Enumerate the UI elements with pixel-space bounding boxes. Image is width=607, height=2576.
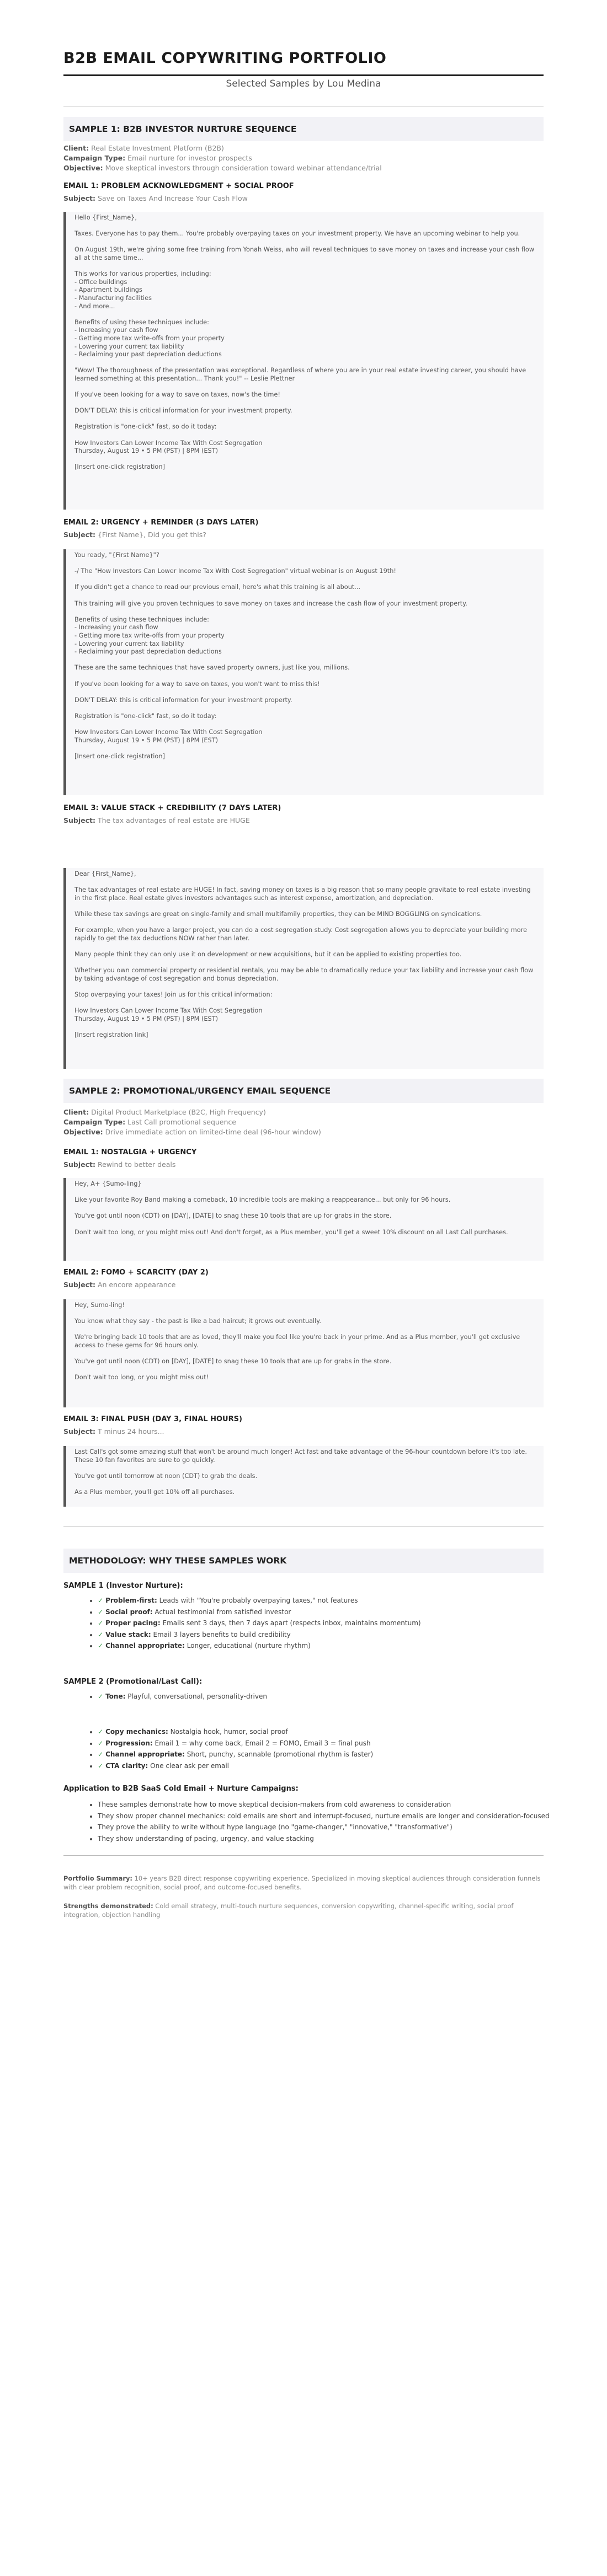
email-body — [63, 1178, 544, 1261]
email-paragraph: As a Plus member, you'll get 10% off all purchases. — [74, 1488, 235, 1496]
method-item — [98, 1726, 572, 1738]
sample1-method-list — [63, 1595, 572, 1652]
method-item-text: Nostalgia hook, humor, social proof — [170, 1728, 288, 1736]
method-item-label: Value stack: — [105, 1630, 151, 1638]
email-paragraph: Registration is "one-click" fast, so do it today: — [74, 423, 217, 431]
summary-text: 10+ years B2B direct response copywriting experience. Specialized in moving skeptical audiences through consideration funnels with clear problem recognition, social proof, and outcome-focused benefits. — [63, 1875, 541, 1891]
email-paragraph: This works for various properties, including: - Office buildings - Apartment buildings - Manufacturing facilities - And more... — [74, 270, 211, 310]
strengths-demonstrated — [63, 1902, 544, 1919]
email-paragraph: This training will give you proven techniques to save money on taxes and increase the cash flow of your investment property. — [74, 599, 467, 607]
email-paragraph: Dear {First_Name}, — [74, 870, 136, 877]
subject-label: Subject: — [63, 531, 95, 539]
check-icon: ✓ — [98, 1630, 104, 1638]
email-paragraph: -/ The "How Investors Can Lower Income Tax With Cost Segregation" virtual webinar is on August 19th! — [74, 567, 396, 575]
check-icon: ✓ — [98, 1761, 104, 1770]
method-item-label: Copy mechanics: — [105, 1728, 168, 1736]
method-item — [98, 1760, 572, 1772]
email-paragraph: How Investors Can Lower Income Tax With Cost Segregation Thursday, August 19 • 5 PM (PST) | 8PM (EST) — [74, 1007, 263, 1022]
method-item-text: Email 1 = why come back, Email 2 = FOMO, Email 3 = final push — [155, 1739, 371, 1747]
email-paragraph: Taxes. Everyone has to pay them... You're probably overpaying taxes on your investment property. We have an upcoming webinar to help you. — [74, 230, 520, 238]
summary-label: Portfolio Summary: — [63, 1875, 132, 1882]
sample2-heading: SAMPLE 2: PROMOTIONAL/URGENCY EMAIL SEQUENCE — [63, 1079, 544, 1103]
subject-value: Save on Taxes And Increase Your Cash Flow — [97, 194, 248, 202]
method-item-label: Problem-first: — [105, 1597, 157, 1604]
email-heading: EMAIL 1: PROBLEM ACKNOWLEDGMENT + SOCIAL PROOF — [63, 182, 294, 190]
application-item: • They show understanding of pacing, urgency, and value stacking — [98, 1833, 572, 1845]
subject-label: Subject: — [63, 1281, 95, 1289]
email-paragraph: We're bringing back 10 tools that are as loved, they'll make you feel like you're back in your prime. And as a Plus member, you'll get exclusive access to these gems for 96 hours only. — [74, 1333, 520, 1349]
application-item: • They show proper channel mechanics: cold emails are short and interrupt-focused, nurture emails are longer and consideration-focused — [98, 1811, 572, 1822]
method-item-text: Playful, conversational, personality-driven — [127, 1693, 267, 1700]
email-paragraph: The tax advantages of real estate are HUGE! In fact, saving money on taxes is a big reason that so many people gravitate to real estate investing in the first place. Real estate gives investors advantages such as interest expense, amortization, and depreciation. — [74, 886, 531, 902]
method-item — [98, 1606, 572, 1618]
email-paragraph: How Investors Can Lower Income Tax With Cost Segregation Thursday, August 19 • 5 PM (PST) | 8PM (EST) — [74, 439, 263, 455]
email-paragraph: Like your favorite Roy Band making a comeback, 10 incredible tools are making a reappearance... but only for 96 hours. — [74, 1196, 451, 1204]
email-paragraph: Don't wait too long, or you might miss out! And don't forget, as a Plus member, you'll get a sweet 10% discount on all Last Call purchases. — [74, 1228, 508, 1236]
application-item: • They prove the ability to write without hype language (no "game-changer," "innovative," "transformative") — [98, 1822, 572, 1833]
application-heading: Application to B2B SaaS Cold Email + Nurture Campaigns: — [63, 1785, 299, 1793]
subject-value: The tax advantages of real estate are HUGE — [97, 816, 250, 824]
campaign-type-label: Campaign Type: — [63, 1118, 126, 1126]
objective-value: Move skeptical investors through consideration toward webinar attendance/trial — [105, 164, 382, 172]
sample1-heading: SAMPLE 1: B2B INVESTOR NURTURE SEQUENCE — [63, 117, 544, 141]
email-paragraph: On August 19th, we're giving some free training from Yonah Weiss, who will reveal techniques to save money on taxes and increase your cash flow all at the same time... — [74, 246, 535, 261]
method-item-label: Channel appropriate: — [105, 1642, 185, 1650]
campaign-type-label: Campaign Type: — [63, 154, 126, 162]
email-paragraph: You've got until noon (CDT) on [DAY], [DATE] to snag these 10 tools that are up for grabs in the store. — [74, 1212, 392, 1220]
method-item-text: Short, punchy, scannable (promotional rhythm is faster) — [187, 1750, 374, 1758]
subject-value: {First Name}, Did you get this? — [97, 531, 206, 539]
email-heading: EMAIL 3: VALUE STACK + CREDIBILITY (7 DAYS LATER) — [63, 804, 281, 812]
methodology-heading: METHODOLOGY: WHY THESE SAMPLES WORK — [63, 1549, 544, 1573]
method-item — [98, 1629, 572, 1641]
email-paragraph: DON'T DELAY: this is critical information for your investment property. — [74, 696, 292, 704]
email-paragraph: While these tax savings are great on single-family and small multifamily properties, they can be MIND BOGGLING on syndications. — [74, 910, 482, 918]
strengths-text: Cold email strategy, multi-touch nurture sequences, conversion copywriting, channel-specific writing, social proof integration, objection handling — [63, 1902, 514, 1919]
email-paragraph: These are the same techniques that have saved property owners, just like you, millions. — [74, 664, 350, 672]
method-item-text: Emails sent 3 days, then 7 days apart (respects inbox, maintains momentum) — [162, 1619, 421, 1627]
subject-value: Rewind to better deals — [97, 1160, 176, 1169]
check-icon: ✓ — [98, 1608, 104, 1616]
campaign-type-value: Last Call promotional sequence — [127, 1118, 236, 1126]
method-item-label: CTA clarity: — [105, 1761, 148, 1770]
objective-value: Drive immediate action on limited-time deal (96-hour window) — [105, 1128, 321, 1136]
subject-label: Subject: — [63, 816, 95, 824]
email-paragraph: DON'T DELAY: this is critical information for your investment property. — [74, 407, 292, 415]
email-paragraph: Stop overpaying your taxes! Join us for this critical information: — [74, 990, 273, 998]
email-paragraph: Hey, A+ {Sumo-ling} — [74, 1180, 142, 1187]
method-item — [98, 1738, 572, 1749]
check-icon: ✓ — [98, 1693, 104, 1700]
client-value: Real Estate Investment Platform (B2B) — [91, 144, 224, 152]
title-divider — [63, 74, 544, 76]
check-icon: ✓ — [98, 1750, 104, 1758]
footer-divider — [63, 1855, 544, 1856]
check-icon: ✓ — [98, 1739, 104, 1747]
method-item — [98, 1691, 572, 1702]
email-paragraph: Whether you own commercial property or residential rentals, you may be able to dramatically reduce your tax liability and increase your cash flow by taking advantage of cost segregation and bonus depreciation. — [74, 967, 534, 982]
subject-value: T minus 24 hours... — [97, 1427, 164, 1436]
page-title: B2B EMAIL COPYWRITING PORTFOLIO — [63, 50, 387, 67]
email-paragraph: [Insert one-click registration] — [74, 463, 165, 471]
email-paragraph: You ready, "{First Name}"? — [74, 551, 159, 559]
email-body — [63, 1446, 544, 1507]
application-list — [63, 1799, 572, 1844]
sample2-method-list — [63, 1726, 572, 1771]
check-icon: ✓ — [98, 1642, 104, 1650]
email-paragraph: [Insert registration link] — [74, 1031, 148, 1038]
email-paragraph: Many people think they can only use it on development or new acquisitions, but it can be applied to existing properties too. — [74, 950, 462, 958]
email-paragraph: Benefits of using these techniques include: - Increasing your cash flow - Getting more tax write-offs from your property - Lowering your current tax liability - Reclaiming your past depreciation deductions — [74, 318, 225, 358]
check-icon: ✓ — [98, 1619, 104, 1627]
email-heading: EMAIL 2: FOMO + SCARCITY (DAY 2) — [63, 1268, 209, 1277]
method-item-label: Social proof: — [105, 1608, 153, 1616]
email-body — [63, 1299, 544, 1407]
method-item-label: Proper pacing: — [105, 1619, 161, 1627]
method-item — [98, 1618, 572, 1629]
email-paragraph: You know what they say - the past is like a bad haircut; it grows out eventually. — [74, 1318, 321, 1325]
email-paragraph: Don't wait too long, or you might miss out! — [74, 1374, 209, 1381]
check-icon: ✓ — [98, 1728, 104, 1736]
objective-label: Objective: — [63, 164, 103, 172]
subject-value: An encore appearance — [97, 1281, 176, 1289]
method-item — [98, 1640, 572, 1652]
page-subtitle: Selected Samples by Lou Medina — [226, 78, 381, 89]
email-paragraph: Hey, Sumo-ling! — [74, 1302, 125, 1309]
email-paragraph: How Investors Can Lower Income Tax With Cost Segregation Thursday, August 19 • 5 PM (PST) | 8PM (EST) — [74, 729, 263, 744]
sample2-method-heading: SAMPLE 2 (Promotional/Last Call): — [63, 1678, 203, 1686]
subject-label: Subject: — [63, 1427, 95, 1436]
email-body — [63, 212, 544, 510]
email-paragraph: Benefits of using these techniques include: - Increasing your cash flow - Getting more tax write-offs from your property - Lowering your current tax liability - Reclaiming your past depreciation deductions — [74, 615, 225, 656]
sample2-tone-list — [63, 1691, 572, 1702]
method-item-label: Progression: — [105, 1739, 153, 1747]
method-item-text: Actual testimonial from satisfied investor — [155, 1608, 291, 1616]
email-paragraph: Hello {First_Name}, — [74, 214, 137, 221]
email-paragraph: If you've been looking for a way to save on taxes, you won't want to miss this! — [74, 680, 320, 688]
email-paragraph: You've got until tomorrow at noon (CDT) to grab the deals. — [74, 1472, 258, 1480]
portfolio-summary — [63, 1874, 544, 1892]
email-paragraph: "Wow! The thoroughness of the presentation was exceptional. Regardless of where you are in your real estate investing career, you should have learned something at this presentation... Thank you!" -- Leslie Plettner — [74, 367, 526, 382]
sample1-meta — [63, 143, 544, 173]
method-item-text: Longer, educational (nurture rhythm) — [187, 1642, 311, 1650]
client-label: Client: — [63, 1108, 89, 1116]
application-item: • These samples demonstrate how to move skeptical decision-makers from cold awareness to consideration — [98, 1799, 572, 1811]
client-value: Digital Product Marketplace (B2C, High Frequency) — [91, 1108, 266, 1116]
strengths-label: Strengths demonstrated: — [63, 1902, 153, 1910]
email-paragraph: For example, when you have a larger project, you can do a cost segregation study. Cost segregation allows you to depreciate your building more rapidly to get the tax deductions NOW rather than later. — [74, 926, 528, 942]
email-paragraph: If you didn't get a chance to read our previous email, here's what this training is all about... — [74, 583, 361, 591]
subject-label: Subject: — [63, 1160, 95, 1169]
email-paragraph: If you've been looking for a way to save on taxes, now's the time! — [74, 391, 280, 399]
method-item-text: Leads with "You're probably overpaying taxes," not features — [159, 1597, 358, 1604]
email-heading: EMAIL 2: URGENCY + REMINDER (3 DAYS LATER) — [63, 518, 259, 527]
sample1-method-heading: SAMPLE 1 (Investor Nurture): — [63, 1582, 183, 1590]
email-heading: EMAIL 3: FINAL PUSH (DAY 3, FINAL HOURS) — [63, 1415, 242, 1423]
email-paragraph: You've got until noon (CDT) on [DAY], [DATE] to snag these 10 tools that are up for grabs in the store. — [74, 1358, 392, 1365]
method-item-label: Tone: — [105, 1693, 126, 1700]
method-item — [98, 1749, 572, 1760]
method-item — [98, 1595, 572, 1606]
method-item-text: Email 3 layers benefits to build credibility — [153, 1630, 291, 1638]
sample2-meta — [63, 1107, 544, 1137]
email-body — [63, 549, 544, 795]
email-body — [63, 868, 544, 1069]
subject-label: Subject: — [63, 194, 95, 202]
campaign-type-value: Email nurture for investor prospects — [127, 154, 252, 162]
email-heading: EMAIL 1: NOSTALGIA + URGENCY — [63, 1148, 197, 1156]
objective-label: Objective: — [63, 1128, 103, 1136]
check-icon: ✓ — [98, 1597, 104, 1604]
email-paragraph: Last Call's got some amazing stuff that won't be around much longer! Act fast and take advantage of the 96-hour countdown before it's too late. These 10 fan favorites are sure to go quickly. — [74, 1448, 527, 1464]
method-item-label: Channel appropriate: — [105, 1750, 185, 1758]
method-item-text: One clear ask per email — [150, 1761, 230, 1770]
email-paragraph: [Insert one-click registration] — [74, 752, 165, 760]
client-label: Client: — [63, 144, 89, 152]
email-paragraph: Registration is "one-click" fast, so do it today: — [74, 712, 217, 720]
